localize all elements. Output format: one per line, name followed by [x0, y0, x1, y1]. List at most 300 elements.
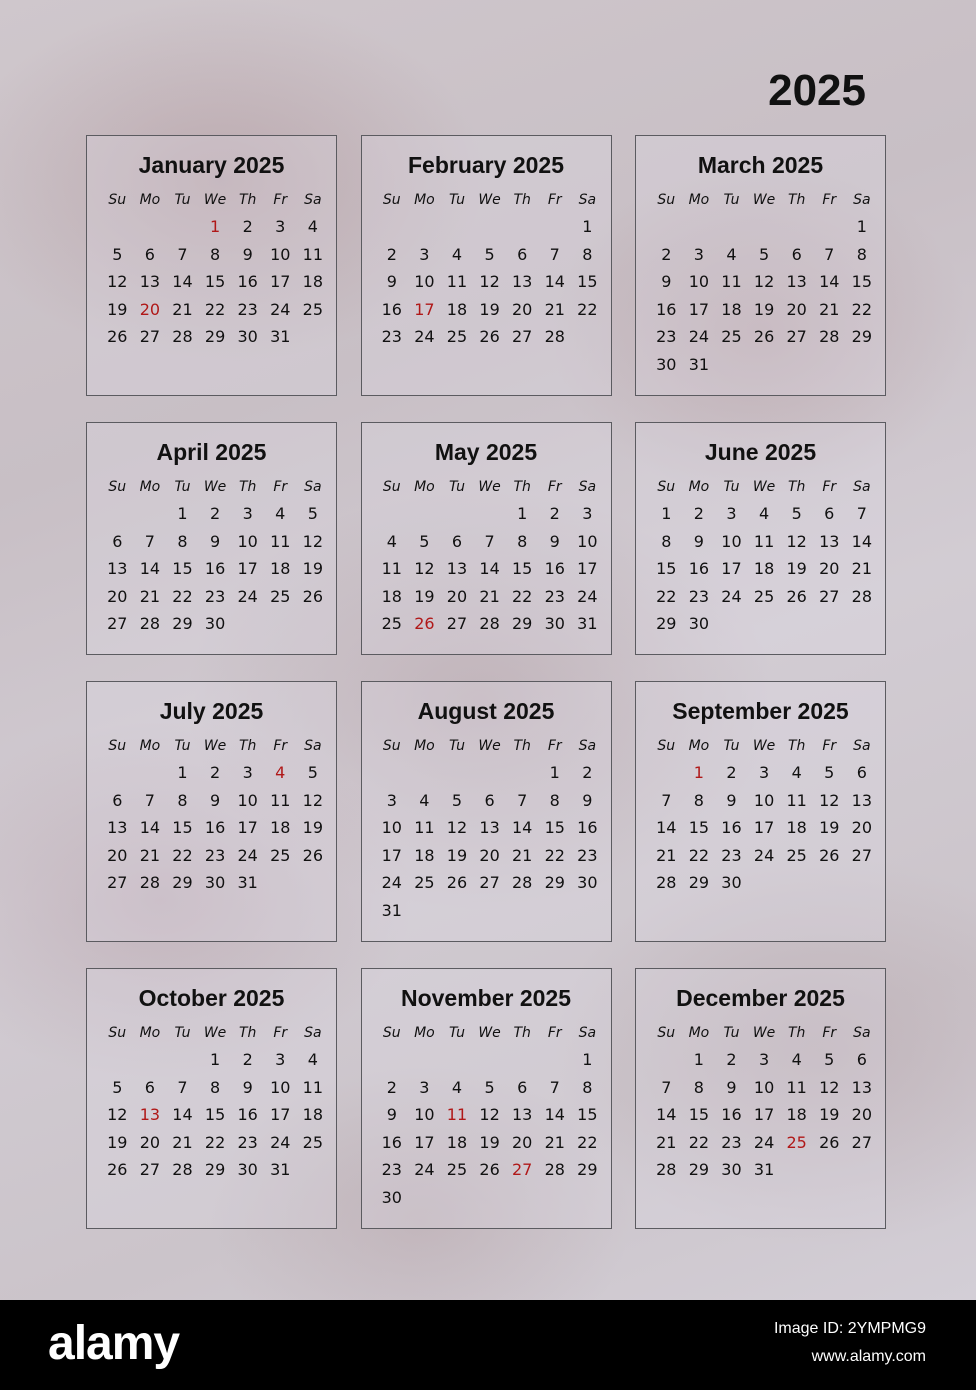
day-number: 25: [414, 873, 435, 893]
day-number: 6: [517, 244, 528, 264]
month-block: [361, 135, 612, 396]
empty-cell: [473, 759, 506, 787]
day-number: 24: [381, 873, 402, 893]
day-number: 14: [656, 1105, 677, 1125]
empty-cell: [748, 213, 781, 241]
empty-cell: [473, 500, 506, 528]
day-number: 16: [204, 559, 226, 579]
day-number: 10: [577, 531, 598, 551]
day-number: 3: [275, 1050, 286, 1069]
month-title: July 2025: [159, 698, 264, 724]
day-number: 14: [172, 1105, 193, 1125]
day-number: 1: [549, 763, 560, 782]
month-title: February 2025: [408, 152, 564, 178]
month-title: October 2025: [138, 985, 285, 1011]
day-number: 19: [479, 1132, 500, 1152]
day-number: 11: [302, 1077, 324, 1097]
day-number: 10: [414, 272, 435, 292]
day-number: 20: [139, 1132, 161, 1152]
month-title: March 2025: [697, 152, 824, 178]
day-number: 22: [577, 1132, 598, 1152]
empty-cell: [134, 759, 167, 787]
month-title: December 2025: [676, 985, 845, 1011]
day-number: 7: [661, 1077, 672, 1097]
day-number: 22: [656, 586, 677, 606]
day-number: 7: [144, 531, 155, 551]
year-title: 2025: [768, 66, 866, 115]
day-number: 27: [479, 873, 500, 893]
weekday-label: We: [478, 738, 501, 754]
weekday-label: Mo: [139, 479, 161, 495]
weekday-label: We: [478, 1025, 501, 1041]
day-number: 16: [237, 272, 258, 292]
day-number: 25: [721, 327, 742, 347]
day-number: 25: [446, 327, 468, 347]
day-number: 31: [270, 1160, 291, 1180]
day-number: 16: [381, 1132, 402, 1152]
day-number: 23: [577, 845, 598, 865]
day-number: 13: [479, 818, 500, 838]
weekday-label: Mo: [414, 1025, 435, 1041]
holiday-day: 1: [209, 217, 221, 236]
day-number: 6: [517, 1077, 528, 1097]
day-number: 7: [517, 790, 528, 810]
day-number: 4: [791, 1050, 802, 1069]
day-number: 26: [819, 1132, 840, 1152]
weekday-label: Sa: [578, 738, 597, 754]
weekday-header: [101, 1020, 322, 1046]
day-number: 29: [511, 614, 533, 634]
weekday-label: Fr: [547, 738, 562, 754]
weekday-label: Th: [787, 738, 806, 754]
day-number: 6: [484, 790, 495, 810]
day-number: 22: [688, 1132, 710, 1152]
weekday-label: Tu: [174, 479, 191, 495]
day-number: 28: [819, 327, 840, 347]
day-number: 3: [582, 504, 593, 523]
day-number: 31: [688, 354, 710, 374]
day-number: 20: [511, 1132, 533, 1152]
weekday-label: Fr: [273, 738, 288, 754]
day-number: 8: [517, 531, 528, 551]
day-number: 14: [819, 272, 840, 292]
day-number: 11: [381, 559, 402, 579]
weekday-label: Fr: [822, 1025, 837, 1041]
day-number: 28: [511, 873, 533, 893]
day-grid: [101, 759, 322, 897]
day-number: 10: [753, 790, 775, 810]
day-number: 22: [511, 586, 533, 606]
day-number: 24: [237, 845, 258, 865]
weekday-label: Su: [108, 1025, 127, 1041]
day-number: 15: [204, 1105, 226, 1125]
day-number: 11: [446, 272, 468, 292]
weekday-label: Mo: [139, 1025, 161, 1041]
weekday-header: [650, 187, 871, 213]
day-number: 29: [688, 873, 710, 893]
day-number: 1: [517, 504, 528, 523]
day-number: 9: [726, 1077, 737, 1097]
day-number: 16: [204, 818, 226, 838]
day-number: 28: [479, 614, 500, 634]
day-number: 14: [479, 559, 500, 579]
weekday-label: Tu: [448, 738, 465, 754]
weekday-label: Mo: [414, 479, 435, 495]
day-number: 31: [577, 614, 598, 634]
weekday-header: [376, 1020, 597, 1046]
day-number: 4: [307, 217, 318, 236]
day-number: 24: [414, 1160, 435, 1180]
day-number: 21: [511, 845, 533, 865]
day-number: 29: [204, 1160, 226, 1180]
weekday-label: Su: [382, 192, 401, 208]
day-number: 28: [172, 327, 193, 347]
day-number: 3: [758, 1050, 770, 1069]
day-number: 1: [177, 763, 188, 782]
weekday-label: Tu: [723, 192, 740, 208]
weekday-label: Sa: [853, 738, 871, 754]
weekday-label: Th: [513, 192, 531, 208]
day-number: 21: [851, 559, 873, 579]
day-number: 23: [381, 1160, 402, 1180]
day-number: 27: [851, 1132, 873, 1152]
month-title: January 2025: [138, 152, 285, 178]
day-number: 12: [479, 1105, 500, 1125]
day-number: 3: [758, 763, 770, 782]
weekday-label: Su: [108, 479, 127, 495]
day-number: 12: [107, 1105, 128, 1125]
day-number: 21: [479, 586, 500, 606]
day-number: 4: [758, 504, 770, 523]
day-grid: [101, 1046, 322, 1184]
day-number: 7: [177, 1077, 188, 1097]
day-number: 2: [549, 504, 560, 523]
day-number: 15: [656, 559, 677, 579]
day-number: 31: [237, 873, 258, 893]
weekday-label: We: [203, 738, 227, 754]
empty-cell: [650, 1046, 683, 1074]
day-number: 25: [270, 845, 291, 865]
day-grid: [101, 500, 322, 638]
weekday-header: [376, 474, 597, 500]
day-number: 12: [819, 1077, 840, 1097]
weekday-header: [650, 1020, 871, 1046]
month-title: April 2025: [156, 439, 267, 465]
day-number: 3: [242, 504, 253, 523]
day-number: 8: [693, 1077, 704, 1097]
weekday-label: Th: [238, 1025, 257, 1041]
day-number: 28: [139, 873, 161, 893]
day-number: 10: [270, 1077, 291, 1097]
day-number: 21: [139, 586, 161, 606]
day-number: 4: [726, 244, 737, 264]
day-number: 28: [544, 1160, 565, 1180]
day-number: 17: [753, 818, 775, 838]
weekday-label: Su: [382, 1025, 401, 1041]
weekday-label: Th: [513, 1025, 531, 1041]
day-number: 19: [479, 299, 500, 319]
holiday-day: 4: [275, 763, 286, 782]
day-number: 18: [446, 1132, 468, 1152]
day-number: 23: [656, 327, 677, 347]
day-number: 6: [144, 1077, 155, 1097]
day-number: 23: [381, 327, 402, 347]
empty-cell: [441, 1046, 474, 1074]
day-number: 20: [107, 845, 128, 865]
day-number: 20: [446, 586, 468, 606]
day-number: 1: [582, 1050, 593, 1069]
day-number: 20: [479, 845, 500, 865]
day-number: 24: [270, 1132, 291, 1152]
day-number: 24: [753, 1132, 775, 1152]
day-number: 8: [549, 790, 560, 810]
day-number: 30: [688, 614, 710, 634]
day-number: 16: [577, 818, 598, 838]
day-number: 16: [721, 1105, 742, 1125]
day-number: 6: [856, 1050, 867, 1069]
day-number: 30: [237, 327, 258, 347]
day-number: 17: [577, 559, 598, 579]
day-number: 2: [693, 504, 704, 523]
day-number: 9: [242, 1077, 253, 1097]
day-number: 18: [381, 586, 402, 606]
day-number: 18: [753, 559, 775, 579]
day-number: 14: [851, 531, 873, 551]
day-number: 5: [419, 531, 430, 551]
empty-cell: [134, 213, 167, 241]
day-number: 2: [386, 244, 397, 264]
day-number: 8: [582, 244, 593, 264]
day-number: 2: [661, 244, 672, 264]
day-number: 23: [688, 586, 710, 606]
month-title: September 2025: [672, 698, 849, 724]
day-number: 21: [656, 1132, 677, 1152]
day-number: 2: [242, 1050, 253, 1069]
day-number: 10: [721, 531, 742, 551]
day-number: 7: [177, 244, 188, 264]
day-number: 7: [549, 244, 560, 264]
weekday-label: Fr: [273, 192, 288, 208]
day-number: 18: [414, 845, 435, 865]
day-number: 15: [544, 818, 565, 838]
day-grid: [650, 1046, 871, 1184]
empty-cell: [650, 759, 683, 787]
empty-cell: [134, 500, 167, 528]
day-number: 11: [270, 531, 291, 551]
day-number: 30: [577, 873, 598, 893]
day-number: 5: [791, 504, 802, 523]
day-number: 26: [479, 1160, 500, 1180]
day-number: 16: [688, 559, 710, 579]
day-number: 28: [139, 614, 161, 634]
day-number: 1: [582, 217, 593, 236]
day-number: 26: [107, 327, 128, 347]
month-block: [361, 968, 612, 1229]
day-number: 15: [172, 818, 193, 838]
weekday-label: We: [203, 1025, 227, 1041]
weekday-header: [101, 187, 322, 213]
day-number: 14: [656, 818, 677, 838]
day-number: 23: [544, 586, 565, 606]
day-number: 11: [302, 244, 324, 264]
weekday-label: Th: [787, 1025, 806, 1041]
month-block: [86, 681, 337, 942]
day-number: 29: [577, 1160, 598, 1180]
day-number: 3: [242, 763, 253, 782]
day-number: 8: [582, 1077, 593, 1097]
day-number: 18: [270, 818, 291, 838]
weekday-label: Tu: [174, 1025, 191, 1041]
day-number: 27: [107, 614, 128, 634]
empty-cell: [376, 213, 409, 241]
day-number: 18: [446, 299, 468, 319]
empty-cell: [101, 759, 134, 787]
day-number: 9: [549, 531, 560, 551]
day-number: 19: [302, 559, 324, 579]
day-number: 9: [209, 790, 221, 810]
holiday-day: 13: [139, 1105, 161, 1125]
day-number: 15: [204, 272, 226, 292]
day-number: 30: [381, 1187, 402, 1207]
weekday-label: Su: [108, 738, 127, 754]
day-number: 23: [204, 586, 226, 606]
empty-cell: [408, 500, 441, 528]
weekday-label: Sa: [304, 479, 322, 495]
weekday-label: Sa: [304, 1025, 322, 1041]
day-number: 13: [107, 818, 128, 838]
image-id-text: Image ID: 2YMPMG9: [773, 1320, 926, 1337]
holiday-day: 27: [511, 1160, 533, 1180]
day-number: 19: [819, 1105, 840, 1125]
day-number: 21: [656, 845, 677, 865]
day-number: 11: [786, 790, 807, 810]
alamy-logo: alamy: [48, 1317, 180, 1370]
day-number: 5: [824, 763, 835, 782]
day-number: 22: [172, 845, 193, 865]
day-number: 7: [661, 790, 672, 810]
day-number: 4: [307, 1050, 318, 1069]
day-number: 2: [209, 504, 221, 523]
weekday-label: We: [203, 192, 227, 208]
day-number: 16: [544, 559, 565, 579]
day-number: 9: [661, 272, 672, 292]
day-number: 14: [511, 818, 533, 838]
day-number: 22: [851, 299, 873, 319]
day-number: 29: [172, 873, 193, 893]
day-number: 13: [511, 272, 533, 292]
day-number: 23: [204, 845, 226, 865]
day-number: 25: [302, 1132, 324, 1152]
empty-cell: [134, 1046, 167, 1074]
weekday-label: Tu: [448, 192, 465, 208]
empty-cell: [473, 1046, 506, 1074]
weekday-label: Tu: [448, 1025, 465, 1041]
weekday-label: Sa: [304, 738, 322, 754]
empty-cell: [376, 759, 409, 787]
weekday-label: We: [752, 192, 776, 208]
day-number: 22: [204, 299, 226, 319]
month-block: [86, 968, 337, 1229]
day-number: 20: [851, 818, 873, 838]
day-number: 29: [688, 1160, 710, 1180]
day-number: 8: [209, 244, 221, 264]
weekday-label: Mo: [688, 479, 710, 495]
day-number: 13: [851, 1077, 873, 1097]
day-number: 5: [112, 244, 123, 264]
day-number: 25: [786, 845, 807, 865]
day-number: 30: [656, 354, 677, 374]
holiday-day: 11: [446, 1105, 468, 1125]
day-number: 27: [446, 614, 468, 634]
day-number: 28: [656, 873, 677, 893]
weekday-label: We: [752, 1025, 776, 1041]
day-number: 8: [177, 531, 188, 551]
day-number: 19: [107, 299, 128, 319]
weekday-header: [101, 733, 322, 759]
day-number: 22: [577, 299, 598, 319]
weekday-label: Su: [382, 479, 401, 495]
day-grid: [376, 1046, 597, 1212]
weekday-label: Fr: [822, 738, 837, 754]
weekday-label: Tu: [448, 479, 465, 495]
day-number: 17: [270, 1105, 291, 1125]
month-title: June 2025: [704, 439, 817, 465]
day-number: 16: [721, 818, 742, 838]
empty-cell: [813, 213, 846, 241]
day-number: 17: [753, 1105, 775, 1125]
day-number: 2: [726, 1050, 737, 1069]
day-number: 21: [544, 1132, 565, 1152]
day-number: 13: [446, 559, 468, 579]
day-number: 18: [302, 1105, 324, 1125]
day-number: 6: [112, 531, 123, 551]
day-number: 28: [851, 586, 873, 606]
day-number: 3: [726, 504, 737, 523]
day-grid: [650, 500, 871, 638]
day-number: 11: [753, 531, 775, 551]
day-number: 29: [656, 614, 677, 634]
weekday-label: Fr: [547, 1025, 562, 1041]
weekday-header: [376, 733, 597, 759]
empty-cell: [683, 213, 716, 241]
weekday-label: Th: [238, 192, 257, 208]
day-number: 9: [242, 244, 253, 264]
empty-cell: [441, 500, 474, 528]
day-number: 18: [302, 272, 324, 292]
weekday-label: Su: [657, 479, 676, 495]
day-number: 6: [824, 504, 835, 523]
day-number: 26: [446, 873, 468, 893]
day-number: 23: [237, 299, 258, 319]
weekday-label: Tu: [174, 192, 191, 208]
day-number: 13: [851, 790, 873, 810]
weekday-label: We: [752, 738, 776, 754]
weekday-label: We: [203, 479, 227, 495]
weekday-label: Sa: [304, 192, 322, 208]
day-number: 15: [577, 1105, 598, 1125]
day-number: 2: [386, 1077, 397, 1097]
day-number: 7: [484, 531, 495, 551]
day-number: 19: [819, 818, 840, 838]
empty-cell: [715, 213, 748, 241]
day-number: 22: [172, 586, 193, 606]
empty-cell: [780, 213, 813, 241]
day-number: 30: [204, 614, 226, 634]
day-number: 4: [451, 244, 463, 264]
weekday-header: [650, 733, 871, 759]
weekday-label: Th: [513, 479, 531, 495]
day-number: 24: [414, 327, 435, 347]
